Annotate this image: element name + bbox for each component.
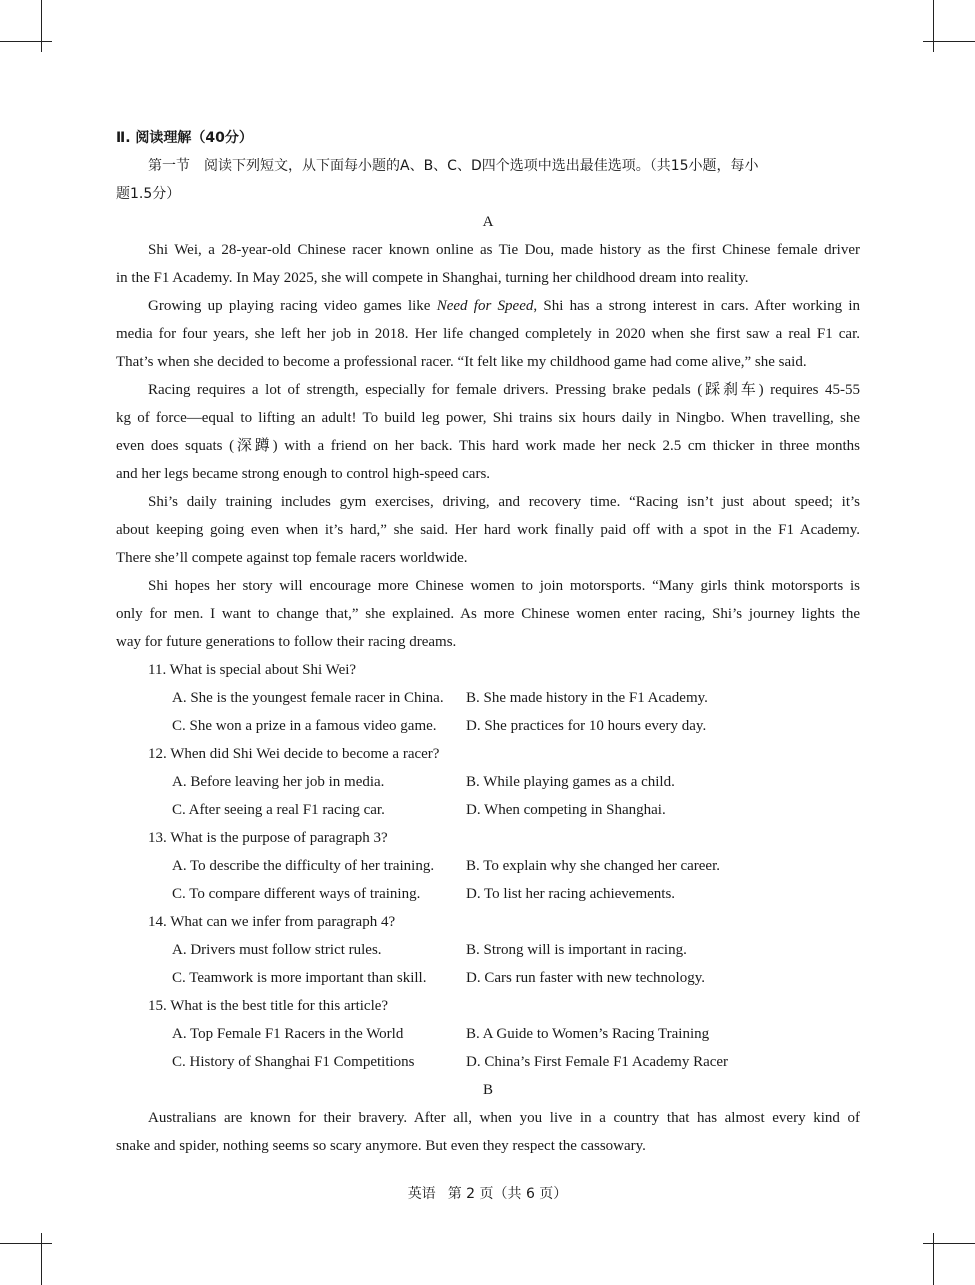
option-a: A. To describe the difficulty of her training. [172,858,435,874]
option-row [116,1048,860,1076]
option-c: C. To compare different ways of training. [172,886,421,902]
option-d: D. China’s First Female F1 Academy Racer [466,1054,729,1070]
option-c: C. History of Shanghai F1 Competitions [172,1054,415,1070]
passage-line: There she’ll compete against top female racers worldwide. [116,550,468,566]
passage-a-text [116,236,860,656]
option-b: B. While playing games as a child. [466,774,675,790]
passage-b-text [116,1104,860,1160]
passage-line: Racing requires a lot of strength, especially for female drivers. Pressing brake pedals (踩刹车) requires 45-55 [148,382,860,398]
passage-text: , Shi has a strong interest in cars. After working in [533,298,861,314]
option-d: D. When competing in Shanghai. [466,802,666,818]
passage-line: even does squats (深蹲) with a friend on her back. This hard work made her neck 2.5 cm thicker in three months [116,438,860,454]
option-a: A. Before leaving her job in media. [172,774,385,790]
option-row [116,880,860,908]
passage-line [116,292,860,320]
option-d: D. Cars run faster with new technology. [466,970,705,986]
option-row [116,936,860,964]
question-stem: 11. What is special about Shi Wei? [148,662,357,678]
crop-mark-top-left-v [41,0,42,52]
option-row [116,1020,860,1048]
option-row [116,796,860,824]
option-row [116,712,860,740]
section-heading: Ⅱ. 阅读理解（40分） [116,130,253,146]
passage-line: That’s when she decided to become a professional racer. “It felt like my childhood game had come alive,” she said. [116,354,807,370]
passage-line: media for four years, she left her job in 2018. Her life changed completely in 2020 when she first saw a real F1 car. [116,326,860,342]
option-d: D. She practices for 10 hours every day. [466,718,707,734]
passage-line: kg of force—equal to lifting an adult! To build leg power, Shi trains six hours daily in Ningbo. When travelling, she [116,410,860,426]
option-c: C. After seeing a real F1 racing car. [172,802,385,818]
page-footer [0,1180,975,1208]
passage-b-label: B [482,1082,493,1098]
question-14 [116,908,860,992]
question-stem: 12. When did Shi Wei decide to become a racer? [148,746,440,762]
passage-line: Shi Wei, a 28-year-old Chinese racer known online as Tie Dou, made history as the first Chinese female driver [148,242,860,258]
passage-line: only for men. I want to change that,” she explained. As more Chinese women enter racing, Shi’s journey lights the [116,606,860,622]
passage-line: way for future generations to follow their racing dreams. [116,634,457,650]
instructions-line-2: 题1.5分） [116,186,181,202]
game-title-italic: Need for Speed [436,298,534,314]
passage-a-label: A [482,214,494,230]
passage-line: Shi’s daily training includes gym exercises, driving, and recovery time. “Racing isn’t just about speed; it’s [148,494,860,510]
crop-mark-top-right-h [923,41,975,42]
question-11 [116,656,860,740]
option-b: B. A Guide to Women’s Racing Training [466,1026,710,1042]
option-c: C. She won a prize in a famous video game. [172,718,437,734]
option-row [116,964,860,992]
question-stem: 15. What is the best title for this article? [148,998,389,1014]
passage-line: snake and spider, nothing seems so scary anymore. But even they respect the cassowary. [116,1138,646,1154]
option-b: B. She made history in the F1 Academy. [466,690,708,706]
option-row [116,852,860,880]
option-b: B. To explain why she changed her career. [466,858,720,874]
option-c: C. Teamwork is more important than skill. [172,970,427,986]
passage-line: Australians are known for their bravery. After all, when you live in a country that has almost every kind of [148,1110,860,1126]
footer-subject: 英语 [407,1186,436,1202]
question-13 [116,824,860,908]
passage-line: in the F1 Academy. In May 2025, she will compete in Shanghai, turning her childhood dream into reality. [116,270,749,286]
crop-mark-top-left-h [0,41,52,42]
question-15 [116,992,860,1076]
option-a: A. Drivers must follow strict rules. [172,942,382,958]
passage-line: about keeping going even when it’s hard,” she said. Her hard work finally paid off with a spot in the F1 Academy. [116,522,860,538]
option-a: A. Top Female F1 Racers in the World [172,1026,404,1042]
exam-page-content [116,124,860,1160]
passage-line: and her legs became strong enough to control high-speed cars. [116,466,491,482]
option-b: B. Strong will is important in racing. [466,942,687,958]
option-row [116,768,860,796]
crop-mark-bottom-right-h [923,1243,975,1244]
crop-mark-bottom-right-v [933,1233,934,1285]
question-12 [116,740,860,824]
option-a: A. She is the youngest female racer in China. [172,690,444,706]
passage-line: Shi hopes her story will encourage more Chinese women to join motorsports. “Many girls think motorsports is [148,578,860,594]
option-row [116,684,860,712]
passage-text: Growing up playing racing video games like [148,298,437,314]
crop-mark-bottom-left-h [0,1243,52,1244]
question-stem: 13. What is the purpose of paragraph 3? [148,830,388,846]
question-stem: 14. What can we infer from paragraph 4? [148,914,396,930]
footer-page-number: 第 2 页（共 6 页） [447,1186,568,1202]
crop-mark-top-right-v [933,0,934,52]
crop-mark-bottom-left-v [41,1233,42,1285]
option-d: D. To list her racing achievements. [466,886,676,902]
instructions-line-1: 第一节 阅读下列短文，从下面每小题的A、B、C、D四个选项中选出最佳选项。（共15小题，每小 [148,158,759,174]
